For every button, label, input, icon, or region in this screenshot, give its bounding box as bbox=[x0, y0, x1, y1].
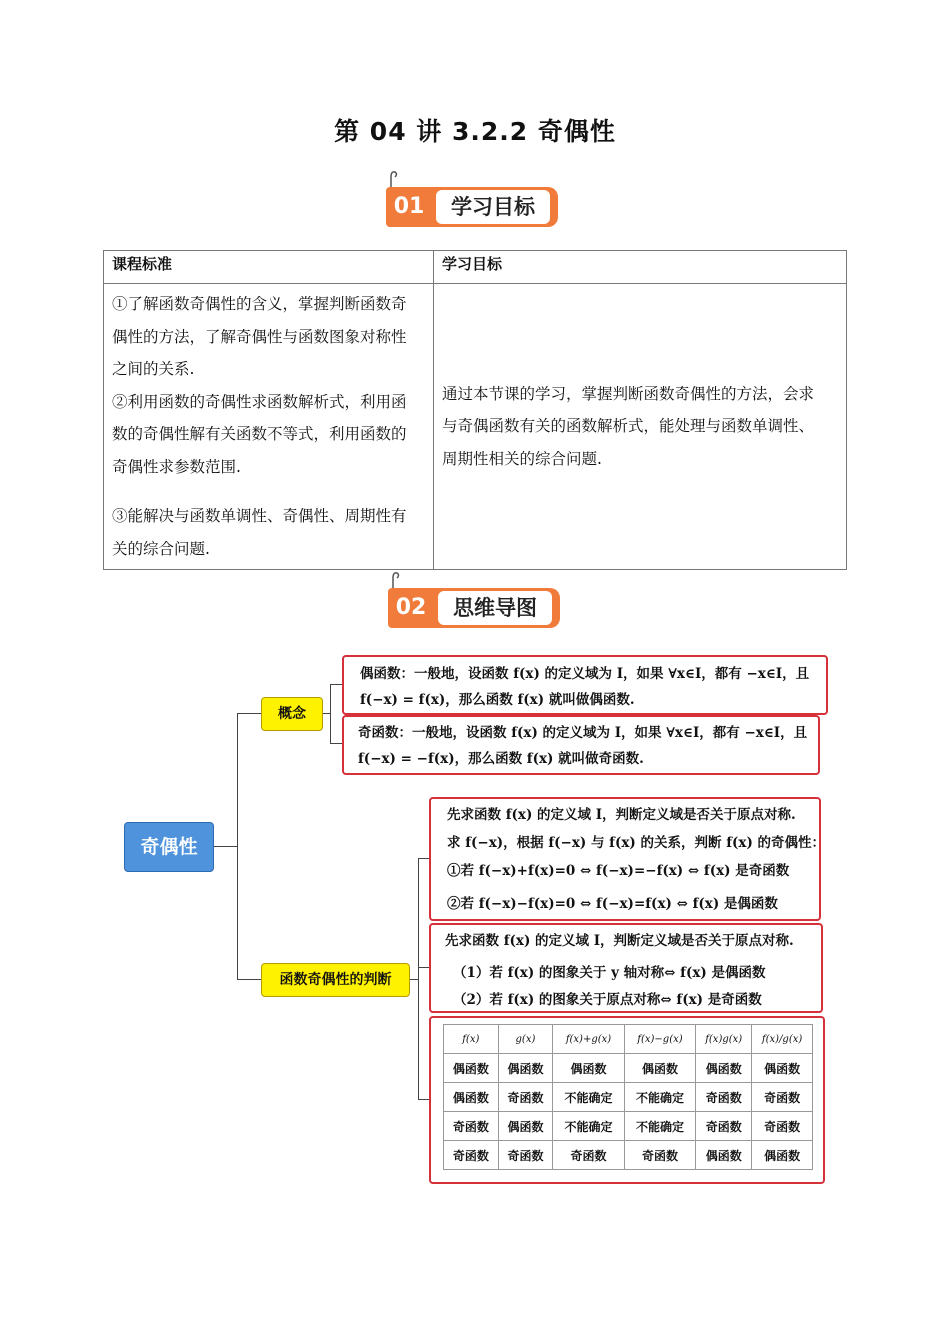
standard-cell bbox=[104, 284, 434, 570]
text-line: 先求函数 f(x) 的定义域 I，判断定义域是否关于原点对称. bbox=[447, 807, 796, 823]
section-badge-mindmap bbox=[388, 584, 568, 628]
table-cell: 偶函数 bbox=[553, 1054, 624, 1083]
table-cell: 偶函数 bbox=[696, 1141, 752, 1170]
connector bbox=[330, 684, 331, 744]
table-cell: 不能确定 bbox=[624, 1112, 695, 1141]
table-cell: 奇函数 bbox=[624, 1141, 695, 1170]
text-line: 求 f(−x)，根据 f(−x) 与 f(x) 的关系，判断 f(x) 的奇偶性： bbox=[447, 835, 826, 851]
table-cell: 奇函数 bbox=[752, 1112, 813, 1141]
table-header-cell: f(x) bbox=[444, 1025, 499, 1054]
connector bbox=[418, 967, 429, 968]
text-line: 之间的关系. bbox=[112, 360, 195, 378]
branch-judge: 函数奇偶性的判断 bbox=[261, 963, 410, 997]
table-cell: 偶函数 bbox=[696, 1054, 752, 1083]
connector bbox=[237, 979, 261, 980]
table-cell: 奇函数 bbox=[444, 1112, 499, 1141]
text-line: 偶函数：一般地，设函数 f(x) 的定义域为 I，如果 ∀x∈I，都有 −x∈I，且 bbox=[360, 666, 810, 682]
odd-function-definition bbox=[342, 715, 820, 775]
table-cell: 不能确定 bbox=[553, 1083, 624, 1112]
table-cell: 奇函数 bbox=[444, 1141, 499, 1170]
table-cell: 奇函数 bbox=[553, 1141, 624, 1170]
connector bbox=[418, 1099, 429, 1100]
text-line: 关的综合问题. bbox=[112, 539, 210, 558]
standards-table bbox=[103, 250, 847, 570]
table-cell: 偶函数 bbox=[752, 1054, 813, 1083]
table-header-cell: g(x) bbox=[498, 1025, 553, 1054]
table-cell: 奇函数 bbox=[696, 1112, 752, 1141]
table-cell: 不能确定 bbox=[553, 1112, 624, 1141]
text-line: ②若 f(−x)−f(x)=0 ⇔ f(−x)=f(x) ⇔ f(x) 是偶函数 bbox=[447, 896, 778, 912]
text-line: ②利用函数的奇偶性求函数解析式，利用函 bbox=[112, 392, 407, 411]
table-cell: 奇函数 bbox=[696, 1083, 752, 1112]
table-header-cell: f(x)g(x) bbox=[696, 1025, 752, 1054]
section-number: 02 bbox=[388, 588, 434, 628]
text-line: 周期性相关的综合问题. bbox=[442, 449, 602, 468]
connector bbox=[212, 846, 238, 847]
connector bbox=[237, 713, 238, 979]
table-cell: 偶函数 bbox=[498, 1112, 553, 1141]
table-header-cell: f(x)+g(x) bbox=[553, 1025, 624, 1054]
table-cell: 偶函数 bbox=[752, 1141, 813, 1170]
section-label: 学习目标 bbox=[436, 190, 550, 224]
text-line: （1）若 f(x) 的图象关于 y 轴对称⇔ f(x) 是偶函数 bbox=[453, 965, 766, 981]
table-cell: 奇函数 bbox=[752, 1083, 813, 1112]
text-line: 先求函数 f(x) 的定义域 I，判断定义域是否关于原点对称. bbox=[445, 933, 794, 949]
connector bbox=[330, 684, 342, 685]
text-line: 与奇偶函数有关的函数解析式，能处理与函数单调性、 bbox=[442, 417, 815, 436]
table-cell: 奇函数 bbox=[498, 1083, 553, 1112]
page-title: 第 04 讲 3.2.2 奇偶性 bbox=[334, 117, 616, 146]
table-header-cell: f(x)−g(x) bbox=[624, 1025, 695, 1054]
mindmap-root: 奇偶性 bbox=[124, 822, 214, 872]
text-line: 奇偶性求参数范围. bbox=[112, 457, 241, 476]
text-line: 奇函数：一般地，设函数 f(x) 的定义域为 I，如果 ∀x∈I，都有 −x∈I，且 bbox=[358, 725, 808, 741]
connector bbox=[418, 858, 419, 1100]
text-line: ①了解函数奇偶性的含义，掌握判断函数奇 bbox=[112, 295, 407, 313]
table-cell: 不能确定 bbox=[624, 1083, 695, 1112]
connector bbox=[418, 858, 429, 859]
graph-method bbox=[429, 923, 823, 1013]
branch-concept: 概念 bbox=[261, 697, 323, 731]
text-line: ①若 f(−x)+f(x)=0 ⇔ f(−x)=−f(x) ⇔ f(x) 是奇函数 bbox=[447, 863, 790, 879]
goal-cell bbox=[434, 284, 847, 570]
table-cell: 偶函数 bbox=[498, 1054, 553, 1083]
table-header-standard: 课程标准 bbox=[104, 251, 434, 284]
even-function-definition bbox=[342, 655, 828, 715]
text-line: f(−x) = −f(x)，那么函数 f(x) 就叫做奇函数. bbox=[358, 751, 644, 767]
table-cell: 偶函数 bbox=[624, 1054, 695, 1083]
table-cell: 奇函数 bbox=[498, 1141, 553, 1170]
table-header-cell: f(x)/g(x) bbox=[752, 1025, 813, 1054]
table-cell: 偶函数 bbox=[444, 1083, 499, 1112]
connector bbox=[237, 713, 261, 714]
text-line: 通过本节课的学习，掌握判断函数奇偶性的方法，会求 bbox=[442, 384, 815, 403]
connector bbox=[330, 743, 342, 744]
table-cell: 偶函数 bbox=[444, 1054, 499, 1083]
table-header-goal: 学习目标 bbox=[434, 251, 847, 284]
text-line: ③能解决与函数单调性、奇偶性、周期性有 bbox=[112, 507, 407, 525]
text-line: f(−x) = f(x)，那么函数 f(x) 就叫做偶函数. bbox=[360, 692, 635, 708]
text-line: 数的奇偶性解有关函数不等式，利用函数的 bbox=[112, 425, 407, 443]
text-line: 偶性的方法，了解奇偶性与函数图象对称性 bbox=[112, 327, 407, 346]
section-badge-objectives bbox=[386, 183, 566, 227]
section-number: 01 bbox=[386, 187, 432, 227]
definition-method bbox=[429, 797, 826, 921]
section-label: 思维导图 bbox=[438, 591, 552, 625]
text-line: （2）若 f(x) 的图象关于原点对称⇔ f(x) 是奇函数 bbox=[453, 992, 762, 1008]
parity-rules-table bbox=[443, 1024, 813, 1170]
